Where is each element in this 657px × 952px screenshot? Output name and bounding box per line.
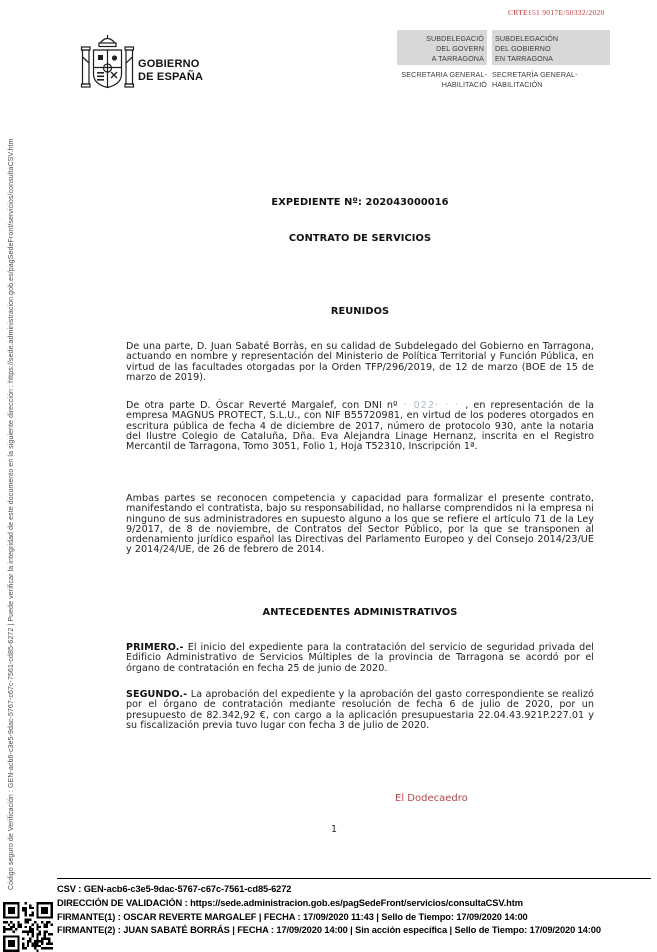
dodecaedro-watermark: El Dodecaedro [395, 793, 468, 804]
primero-label: PRIMERO.- [126, 642, 188, 653]
dni-redacted-value: · 022· · · [397, 400, 466, 411]
footer-validation-row: DIRECCIÓN DE VALIDACIÓN : https://sede.administracion.gob.es/pagSedeFront/servicios/consultaCSV.htm [57, 897, 523, 908]
gobierno-de-espana-wordmark [138, 58, 203, 84]
spanish-sub-line: SECRETARÍA GENERAL- [492, 70, 578, 79]
paragraph-primero [126, 643, 594, 674]
primero-text: El inicio del expediente para la contratación del servicio de seguridad privada del Edificio Administrativo de Servicios Múltiples de la provincia de Tarragona se acordó por el órgano de contratación en fecha 25 de junio de 2020. [126, 642, 594, 674]
subdelegacio-catalan-box [397, 30, 487, 65]
catalan-sub-line: SECRETARIA GENERAL- [401, 70, 487, 79]
gobierno-line2: DE ESPAÑA [138, 71, 204, 83]
section-heading-reunidos: REUNIDOS [330, 306, 390, 317]
footer-csv-row: CSV : GEN-acb6-c3e5-9dac-5767-c67c-7561-cd85-6272 [57, 884, 292, 894]
spain-coat-of-arms-icon [80, 33, 135, 96]
gobierno-line1: GOBIERNO [138, 58, 200, 70]
segundo-label: SEGUNDO.- [126, 689, 191, 700]
party-two-text-after-dni: , en representación de la empresa MAGNUS PROTECT, S.L.U., con NIF B55720981, en virtud de los poderes otorgados en escritura pública de fecha 4 de diciembre de 2017, número de protocolo 930, ante la notaria del Ilustre Colegio de Cataluña, Dña. Eva Alejandra Linage Hernanz, inscrita en el Registro Mercantil de Tarragona, Tomo 3051, Folio 1, Hoja T52310, Inscripción 1ª. [126, 400, 594, 453]
signature-footer [57, 883, 657, 938]
spanish-box-line: SUBDELEGACIÓN [495, 34, 559, 43]
catalan-box-line: SUBDELEGACIÓ [426, 34, 484, 43]
party-two-text-before-dni: De otra parte D. Óscar Reverté Margalef, con DNI nº [126, 400, 398, 411]
spanish-box-line: DEL GOBIERNO [495, 43, 551, 53]
catalan-box-line: A TARRAGONA [431, 53, 484, 63]
spanish-sub-line: HABILITACIÓN [492, 79, 543, 89]
catalan-sub-line: HABILITACIÓ [441, 79, 487, 89]
contract-title: CONTRATO DE SERVICIOS [288, 233, 432, 244]
qr-code [3, 902, 53, 952]
secretaria-catalan-subtitle [397, 70, 487, 89]
secretaria-spanish-subtitle [492, 70, 622, 89]
page-number: 1 [331, 824, 338, 835]
expediente-number-heading: EXPEDIENTE Nº: 202043000016 [271, 197, 449, 208]
subdelegacion-spanish-box [492, 30, 610, 65]
paragraph-party-two [126, 401, 594, 452]
document-ref-code: CRTE151 9017E/50332/2020 [508, 8, 605, 17]
section-heading-antecedentes: ANTECEDENTES ADMINISTRATIVOS [262, 607, 458, 618]
footer-divider [57, 878, 651, 879]
footer-firmante1-row: FIRMANTE(1) : OSCAR REVERTE MARGALEF | FECHA : 17/09/2020 11:43 | Sello de Tiempo: 17/09/2020 14:00 [57, 911, 528, 922]
spanish-box-line: EN TARRAGONA [495, 53, 554, 63]
paragraph-party-one: De una parte, D. Juan Sabaté Borràs, en su calidad de Subdelegado del Gobierno en Tarragona, actuando en nombre y representación del Ministerio de Política Territorial y Función Pública, en virtud de las facultades otorgadas por la Orden TFP/296/2019, de 12 de marzo (BOE de 15 de marzo de 2019). [126, 341, 594, 383]
catalan-box-line: DEL GOVERN [436, 43, 484, 53]
footer-firmante2-row: FIRMANTE(2) : JUAN SABATÉ BORRÁS | FECHA : 17/09/2020 14:00 | Sin acción específica | Sello de Tiempo: 17/09/2020 14:00 [57, 925, 601, 936]
paragraph-mutual-recognition: Ambas partes se reconocen competencia y capacidad para formalizar el presente contrato, manifestando el contratista, bajo su responsabilidad, no hallarse comprendidos ni la empresa ni ninguno de sus administradores en supuesto alguno a los que se refiere el artículo 71 de la Ley 9/2017, de 8 de noviembre, de Contratos del Sector Público, por la que se transponen al ordenamiento jurídico español las Directivas del Parlamento Europeo y del Consejo 2014/23/UE y 2014/24/UE, de 26 de febrero de 2014. [126, 493, 594, 556]
segundo-text: La aprobación del expediente y la aprobación del gasto correspondiente se realizó por el órgano de contratación mediante resolución de fecha 6 de julio de 2020, por un presupuesto de 82.342,92 €, con cargo a la aplicación presupuestaria 22.04.43.921P.227.01 y su fiscalización previa tuvo lugar con fecha 3 de julio de 2020. [126, 689, 594, 731]
paragraph-segundo [126, 690, 594, 731]
csv-vertical-verification-text: Código seguro de Verificación : GEN-acb6-c3e5-9dac-5767-c67c-7561-cd85-6272 | Puede verificar la integridad de este documento en la siguiente dirección : https://sede.administracion.gob.es/pagSedeFront/servicios/consultaCSV.htm [8, 138, 15, 890]
